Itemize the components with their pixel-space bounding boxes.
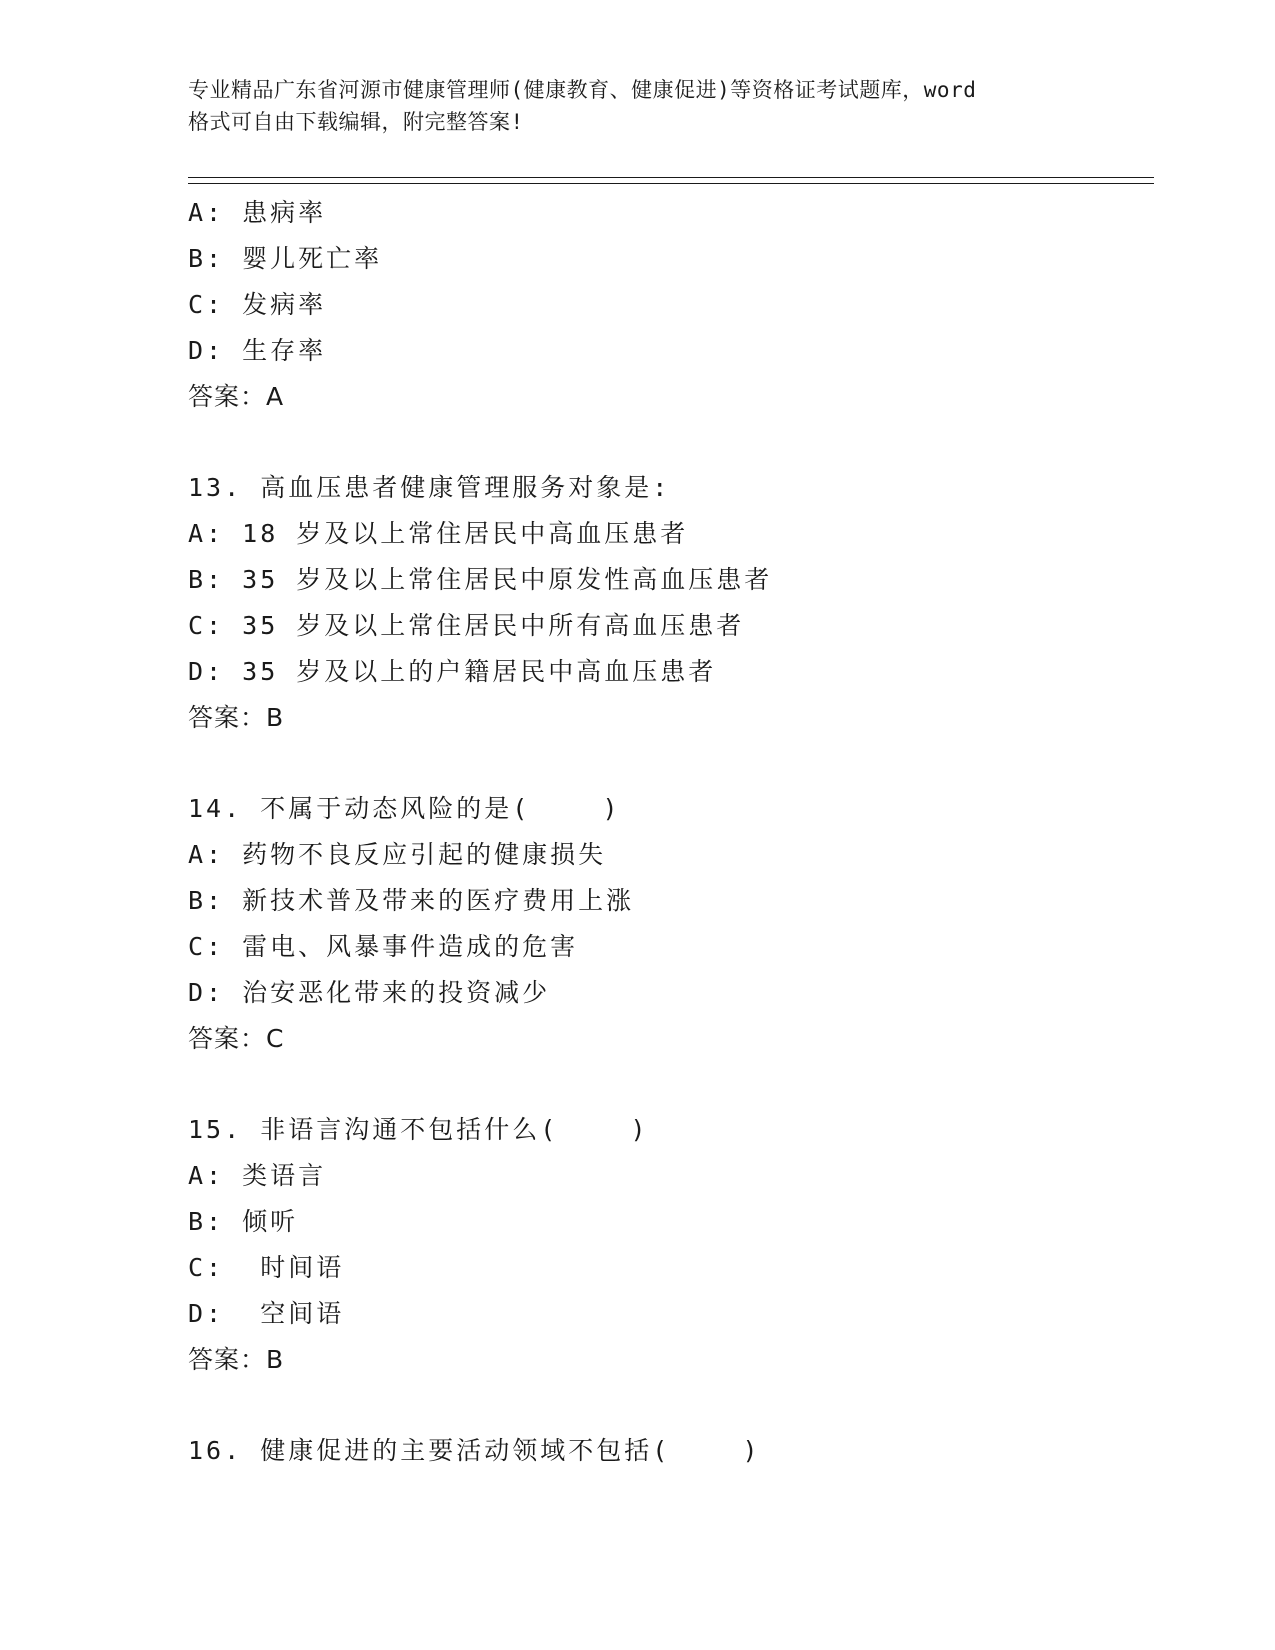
question-14-block	[188, 786, 1148, 1062]
option-d: D: 35 岁及以上的户籍居民中高血压患者	[188, 657, 717, 686]
header-line-1: 专业精品广东省河源市健康管理师(健康教育、健康促进)等资格证考试题库，word	[188, 78, 977, 102]
option-b: B: 35 岁及以上常住居民中原发性高血压患者	[188, 565, 773, 594]
answer-line: 答案：B	[188, 703, 285, 732]
spacer	[188, 420, 1148, 465]
spacer	[188, 1383, 1148, 1428]
question-12-block	[188, 190, 1148, 420]
document-header	[188, 74, 1088, 138]
answer-line: 答案：C	[188, 1024, 285, 1053]
option-a: A: 药物不良反应引起的健康损失	[188, 840, 607, 869]
option-a: A: 类语言	[188, 1161, 327, 1190]
option-b: B: 倾听	[188, 1207, 299, 1236]
header-rule-top	[188, 177, 1154, 178]
question-15-block	[188, 1107, 1148, 1383]
option-d: D: 治安恶化带来的投资减少	[188, 978, 551, 1007]
question-16-block	[188, 1428, 1148, 1474]
question-text: 14. 不属于动态风险的是( )	[188, 794, 621, 823]
header-line-2: 格式可自由下载编辑，附完整答案!	[188, 110, 524, 134]
spacer	[188, 1062, 1148, 1107]
spacer	[188, 741, 1148, 786]
answer-line: 答案：B	[188, 1345, 285, 1374]
option-c: C: 35 岁及以上常住居民中所有高血压患者	[188, 611, 745, 640]
question-text: 15. 非语言沟通不包括什么( )	[188, 1115, 649, 1144]
option-b: B: 婴儿死亡率	[188, 244, 383, 273]
option-d: D: 生存率	[188, 336, 327, 365]
option-a: A: 患病率	[188, 198, 327, 227]
option-a: A: 18 岁及以上常住居民中高血压患者	[188, 519, 689, 548]
option-c: C: 时间语	[188, 1253, 345, 1282]
option-c: C: 发病率	[188, 290, 327, 319]
option-d: D: 空间语	[188, 1299, 345, 1328]
answer-line: 答案：A	[188, 382, 285, 411]
question-13-block	[188, 465, 1148, 741]
question-list	[188, 190, 1148, 1474]
option-b: B: 新技术普及带来的医疗费用上涨	[188, 886, 635, 915]
header-rule-bottom	[188, 183, 1154, 184]
question-text: 16. 健康促进的主要活动领域不包括( )	[188, 1436, 761, 1465]
question-text: 13. 高血压患者健康管理服务对象是:	[188, 473, 671, 502]
option-c: C: 雷电、风暴事件造成的危害	[188, 932, 579, 961]
